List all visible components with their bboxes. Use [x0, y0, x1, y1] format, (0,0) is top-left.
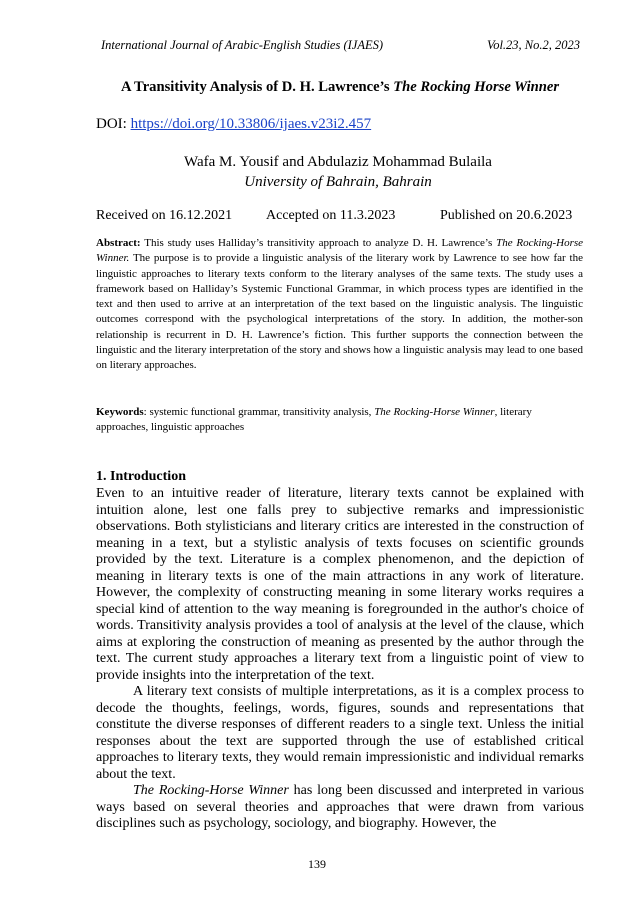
page-number: 139 — [308, 857, 326, 871]
body-text — [96, 486, 584, 833]
paragraph-3 — [96, 783, 584, 833]
title-italic: The Rocking Horse Winner — [393, 79, 560, 95]
doi-link[interactable]: https://doi.org/10.33806/ijaes.v23i2.457 — [130, 116, 372, 132]
keywords — [96, 405, 583, 436]
abstract-text-2: The purpose is to provide a linguistic analysis of the literary work by Lawrence to see how far the linguistic approaches to literary texts conform to the literary analyses of the same texts. The study uses a framework based on Halliday’s Systemic Functional Grammar, in which process types are identified in the text and then used to arrive at an interpretation of the text based on the linguistic analysis. The linguistic outcomes correspond with the psychological interpretations of the story. In addition, the mother-son relationship is recurrent in D. H. Lawrence’s fiction. This further supports the connection between the linguistic and the literary interpretation of the story and shows how a linguistic analysis may lead to one based on literary approaches. — [96, 252, 583, 372]
author-block — [96, 152, 580, 192]
abstract-label: Abstract: — [96, 237, 141, 249]
author-names: Wafa M. Yousif and Abdulaziz Mohammad Bulaila — [184, 154, 492, 170]
abstract-italic: The Rocking-Horse Winner. — [96, 237, 584, 265]
keywords-text-1: : systemic functional grammar, transitivity analysis, — [143, 406, 375, 418]
received-date: Received on 16.12.2021 — [96, 208, 233, 223]
paragraph-3-italic: The Rocking-Horse Winner — [133, 783, 289, 798]
paper-title — [100, 79, 580, 96]
keywords-label: Keywords — [96, 406, 144, 418]
journal-name: International Journal of Arabic-English Studies (IJAES) — [101, 38, 384, 52]
paragraph-3-text: has long been discussed and interpreted in various ways based on several theories and approaches that were drawn from various disciplines such as psychology, sociology, and biography. However, the — [96, 783, 584, 831]
abstract — [96, 236, 583, 374]
title-main: A Transitivity Analysis of D. H. Lawrence’s — [120, 79, 394, 95]
author-affiliation: University of Bahrain, Bahrain — [244, 174, 432, 190]
published-date: Published on 20.6.2023 — [440, 208, 573, 223]
doi-label: DOI: — [96, 116, 127, 132]
volume-info: Vol.23, No.2, 2023 — [486, 38, 580, 52]
keywords-italic: The Rocking-Horse Winner — [374, 406, 495, 418]
keywords-text-2: , literary approaches, linguistic approaches — [96, 406, 532, 434]
abstract-text-1: This study uses Halliday’s transitivity approach to analyze D. H. Lawrence’s — [140, 237, 497, 249]
paragraph-1: Even to an intuitive reader of literature, literary texts cannot be explained with intuition alone, lest one falls prey to subjective remarks and impressionistic observations. Both stylisticians and literary critics are interested in the construction of meaning in a text, but a stylistic analysis of texts focuses on scientific grounds provided by the text. Literature is a complex phenomenon, and the depiction of meaning in literary texts is one of the main attractions in any work of literature. However, the complexity of constructing meaning in some literary works requires a special kind of attention to the way meaning is foregrounded in the author's choice of words. Transitivity analysis provides a tool of analysis at the level of the clause, which aims at exploring the construction of meaning as presented by the author through the text. The current study approaches a literary text from a linguistic point of view to provide insights into the interpretation of the text. — [96, 486, 584, 683]
accepted-date: Accepted on 11.3.2023 — [266, 208, 396, 223]
paragraph-2: A literary text consists of multiple interpretations, as it is a complex process to decode the thoughts, feelings, words, figures, sounds and representations that constitute the diverse responses of different readers to a single text. Unless the initial responses about the text are supported through the use of established critical approaches to literary texts, they would remain impressionistic and individual remarks about the text. — [96, 684, 584, 782]
section-heading: 1. Introduction — [96, 469, 186, 484]
doi-line — [96, 115, 371, 133]
